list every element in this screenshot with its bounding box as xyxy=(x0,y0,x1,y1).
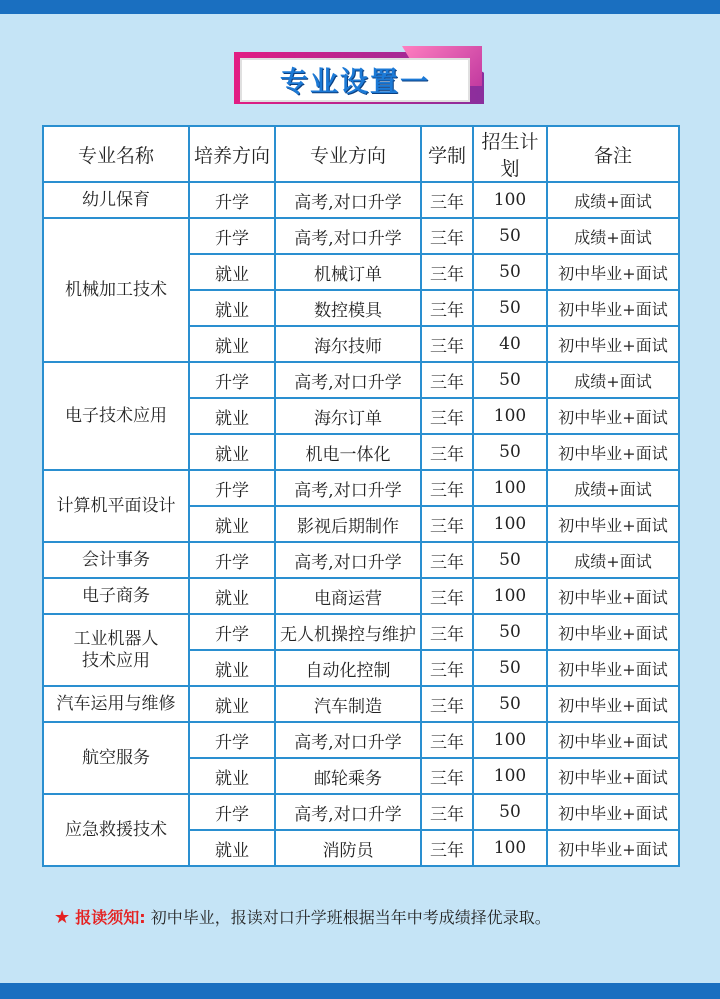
specialty-cell: 影视后期制作 xyxy=(275,506,421,542)
column-header: 培养方向 xyxy=(189,126,275,182)
plan-cell: 50 xyxy=(473,614,547,650)
plan-cell: 50 xyxy=(473,542,547,578)
direction-cell: 就业 xyxy=(189,686,275,722)
plan-cell: 100 xyxy=(473,182,547,218)
major-name-cell: 计算机平面设计 xyxy=(43,470,189,542)
duration-cell: 三年 xyxy=(421,758,473,794)
note-cell: 成绩+面试 xyxy=(547,470,679,506)
duration-cell: 三年 xyxy=(421,650,473,686)
table-row xyxy=(43,182,679,218)
plan-cell: 100 xyxy=(473,470,547,506)
column-header: 专业方向 xyxy=(275,126,421,182)
plan-cell: 50 xyxy=(473,290,547,326)
direction-cell: 就业 xyxy=(189,434,275,470)
top-bar xyxy=(0,0,720,14)
duration-cell: 三年 xyxy=(421,506,473,542)
notice-label: 报读须知: xyxy=(75,908,146,927)
table-body xyxy=(43,182,679,866)
table-row xyxy=(43,794,679,830)
note-cell: 初中毕业+面试 xyxy=(547,326,679,362)
specialty-cell: 海尔订单 xyxy=(275,398,421,434)
plan-cell: 50 xyxy=(473,794,547,830)
note-cell: 初中毕业+面试 xyxy=(547,254,679,290)
note-cell: 初中毕业+面试 xyxy=(547,578,679,614)
table-row xyxy=(43,578,679,614)
table-header-row xyxy=(43,126,679,182)
specialty-cell: 电商运营 xyxy=(275,578,421,614)
specialty-cell: 高考,对口升学 xyxy=(275,542,421,578)
note-cell: 初中毕业+面试 xyxy=(547,686,679,722)
note-cell: 成绩+面试 xyxy=(547,542,679,578)
enrollment-notice xyxy=(54,905,694,928)
direction-cell: 升学 xyxy=(189,614,275,650)
duration-cell: 三年 xyxy=(421,542,473,578)
duration-cell: 三年 xyxy=(421,470,473,506)
duration-cell: 三年 xyxy=(421,362,473,398)
direction-cell: 就业 xyxy=(189,398,275,434)
specialty-cell: 机电一体化 xyxy=(275,434,421,470)
major-name-cell: 会计事务 xyxy=(43,542,189,578)
specialty-cell: 数控模具 xyxy=(275,290,421,326)
column-header: 专业名称 xyxy=(43,126,189,182)
duration-cell: 三年 xyxy=(421,614,473,650)
duration-cell: 三年 xyxy=(421,794,473,830)
major-name-line: 工业机器人 xyxy=(73,629,159,649)
duration-cell: 三年 xyxy=(421,434,473,470)
plan-cell: 100 xyxy=(473,830,547,866)
duration-cell: 三年 xyxy=(421,326,473,362)
table-row xyxy=(43,686,679,722)
plan-cell: 50 xyxy=(473,650,547,686)
note-cell: 初中毕业+面试 xyxy=(547,398,679,434)
notice-text: 初中毕业，报读对口升学班根据当年中考成绩择优录取。 xyxy=(150,908,551,927)
table-row xyxy=(43,218,679,254)
specialty-cell: 海尔技师 xyxy=(275,326,421,362)
title-banner xyxy=(234,46,484,108)
direction-cell: 就业 xyxy=(189,830,275,866)
note-cell: 初中毕业+面试 xyxy=(547,722,679,758)
specialty-cell: 机械订单 xyxy=(275,254,421,290)
note-cell: 初中毕业+面试 xyxy=(547,830,679,866)
star-icon: ★ xyxy=(54,907,71,928)
specialty-cell: 邮轮乘务 xyxy=(275,758,421,794)
duration-cell: 三年 xyxy=(421,398,473,434)
note-cell: 成绩+面试 xyxy=(547,218,679,254)
specialty-cell: 高考,对口升学 xyxy=(275,182,421,218)
plan-cell: 100 xyxy=(473,578,547,614)
table-row xyxy=(43,362,679,398)
specialty-cell: 汽车制造 xyxy=(275,686,421,722)
column-header: 学制 xyxy=(421,126,473,182)
bottom-bar xyxy=(0,983,720,999)
note-cell: 初中毕业+面试 xyxy=(547,506,679,542)
major-name-cell: 机械加工技术 xyxy=(43,218,189,362)
note-cell: 初中毕业+面试 xyxy=(547,650,679,686)
table-row xyxy=(43,722,679,758)
note-cell: 成绩+面试 xyxy=(547,182,679,218)
specialty-cell: 高考,对口升学 xyxy=(275,794,421,830)
direction-cell: 升学 xyxy=(189,182,275,218)
table-row xyxy=(43,614,679,650)
plan-cell: 50 xyxy=(473,218,547,254)
direction-cell: 就业 xyxy=(189,578,275,614)
major-name-cell: 汽车运用与维修 xyxy=(43,686,189,722)
specialty-cell: 消防员 xyxy=(275,830,421,866)
note-cell: 初中毕业+面试 xyxy=(547,614,679,650)
major-name-cell xyxy=(43,614,189,686)
plan-cell: 100 xyxy=(473,758,547,794)
plan-cell: 100 xyxy=(473,722,547,758)
duration-cell: 三年 xyxy=(421,218,473,254)
direction-cell: 升学 xyxy=(189,470,275,506)
direction-cell: 升学 xyxy=(189,218,275,254)
direction-cell: 就业 xyxy=(189,650,275,686)
major-name-cell: 应急救援技术 xyxy=(43,794,189,866)
direction-cell: 就业 xyxy=(189,506,275,542)
direction-cell: 就业 xyxy=(189,254,275,290)
major-name-cell: 电子商务 xyxy=(43,578,189,614)
plan-cell: 50 xyxy=(473,254,547,290)
specialty-cell: 高考,对口升学 xyxy=(275,722,421,758)
direction-cell: 升学 xyxy=(189,542,275,578)
plan-cell: 100 xyxy=(473,506,547,542)
duration-cell: 三年 xyxy=(421,686,473,722)
direction-cell: 就业 xyxy=(189,290,275,326)
direction-cell: 升学 xyxy=(189,362,275,398)
note-cell: 初中毕业+面试 xyxy=(547,290,679,326)
note-cell: 成绩+面试 xyxy=(547,362,679,398)
duration-cell: 三年 xyxy=(421,290,473,326)
table-row xyxy=(43,542,679,578)
major-name-cell: 航空服务 xyxy=(43,722,189,794)
majors-table xyxy=(42,125,680,867)
note-cell: 初中毕业+面试 xyxy=(547,434,679,470)
column-header: 招生计划 xyxy=(473,126,547,182)
direction-cell: 升学 xyxy=(189,722,275,758)
specialty-cell: 无人机操控与维护 xyxy=(275,614,421,650)
plan-cell: 100 xyxy=(473,398,547,434)
specialty-cell: 高考,对口升学 xyxy=(275,470,421,506)
direction-cell: 升学 xyxy=(189,794,275,830)
duration-cell: 三年 xyxy=(421,722,473,758)
major-name-line: 技术应用 xyxy=(82,651,150,671)
major-name-cell: 幼儿保育 xyxy=(43,182,189,218)
duration-cell: 三年 xyxy=(421,578,473,614)
plan-cell: 40 xyxy=(473,326,547,362)
direction-cell: 就业 xyxy=(189,758,275,794)
note-cell: 初中毕业+面试 xyxy=(547,758,679,794)
duration-cell: 三年 xyxy=(421,254,473,290)
major-name-cell: 电子技术应用 xyxy=(43,362,189,470)
column-header: 备注 xyxy=(547,126,679,182)
note-cell: 初中毕业+面试 xyxy=(547,794,679,830)
specialty-cell: 高考,对口升学 xyxy=(275,218,421,254)
duration-cell: 三年 xyxy=(421,182,473,218)
title-ribbon xyxy=(240,58,470,102)
page-title: 专业设置一 xyxy=(279,65,430,98)
plan-cell: 50 xyxy=(473,434,547,470)
direction-cell: 就业 xyxy=(189,326,275,362)
table-row xyxy=(43,470,679,506)
specialty-cell: 高考,对口升学 xyxy=(275,362,421,398)
specialty-cell: 自动化控制 xyxy=(275,650,421,686)
plan-cell: 50 xyxy=(473,686,547,722)
plan-cell: 50 xyxy=(473,362,547,398)
duration-cell: 三年 xyxy=(421,830,473,866)
